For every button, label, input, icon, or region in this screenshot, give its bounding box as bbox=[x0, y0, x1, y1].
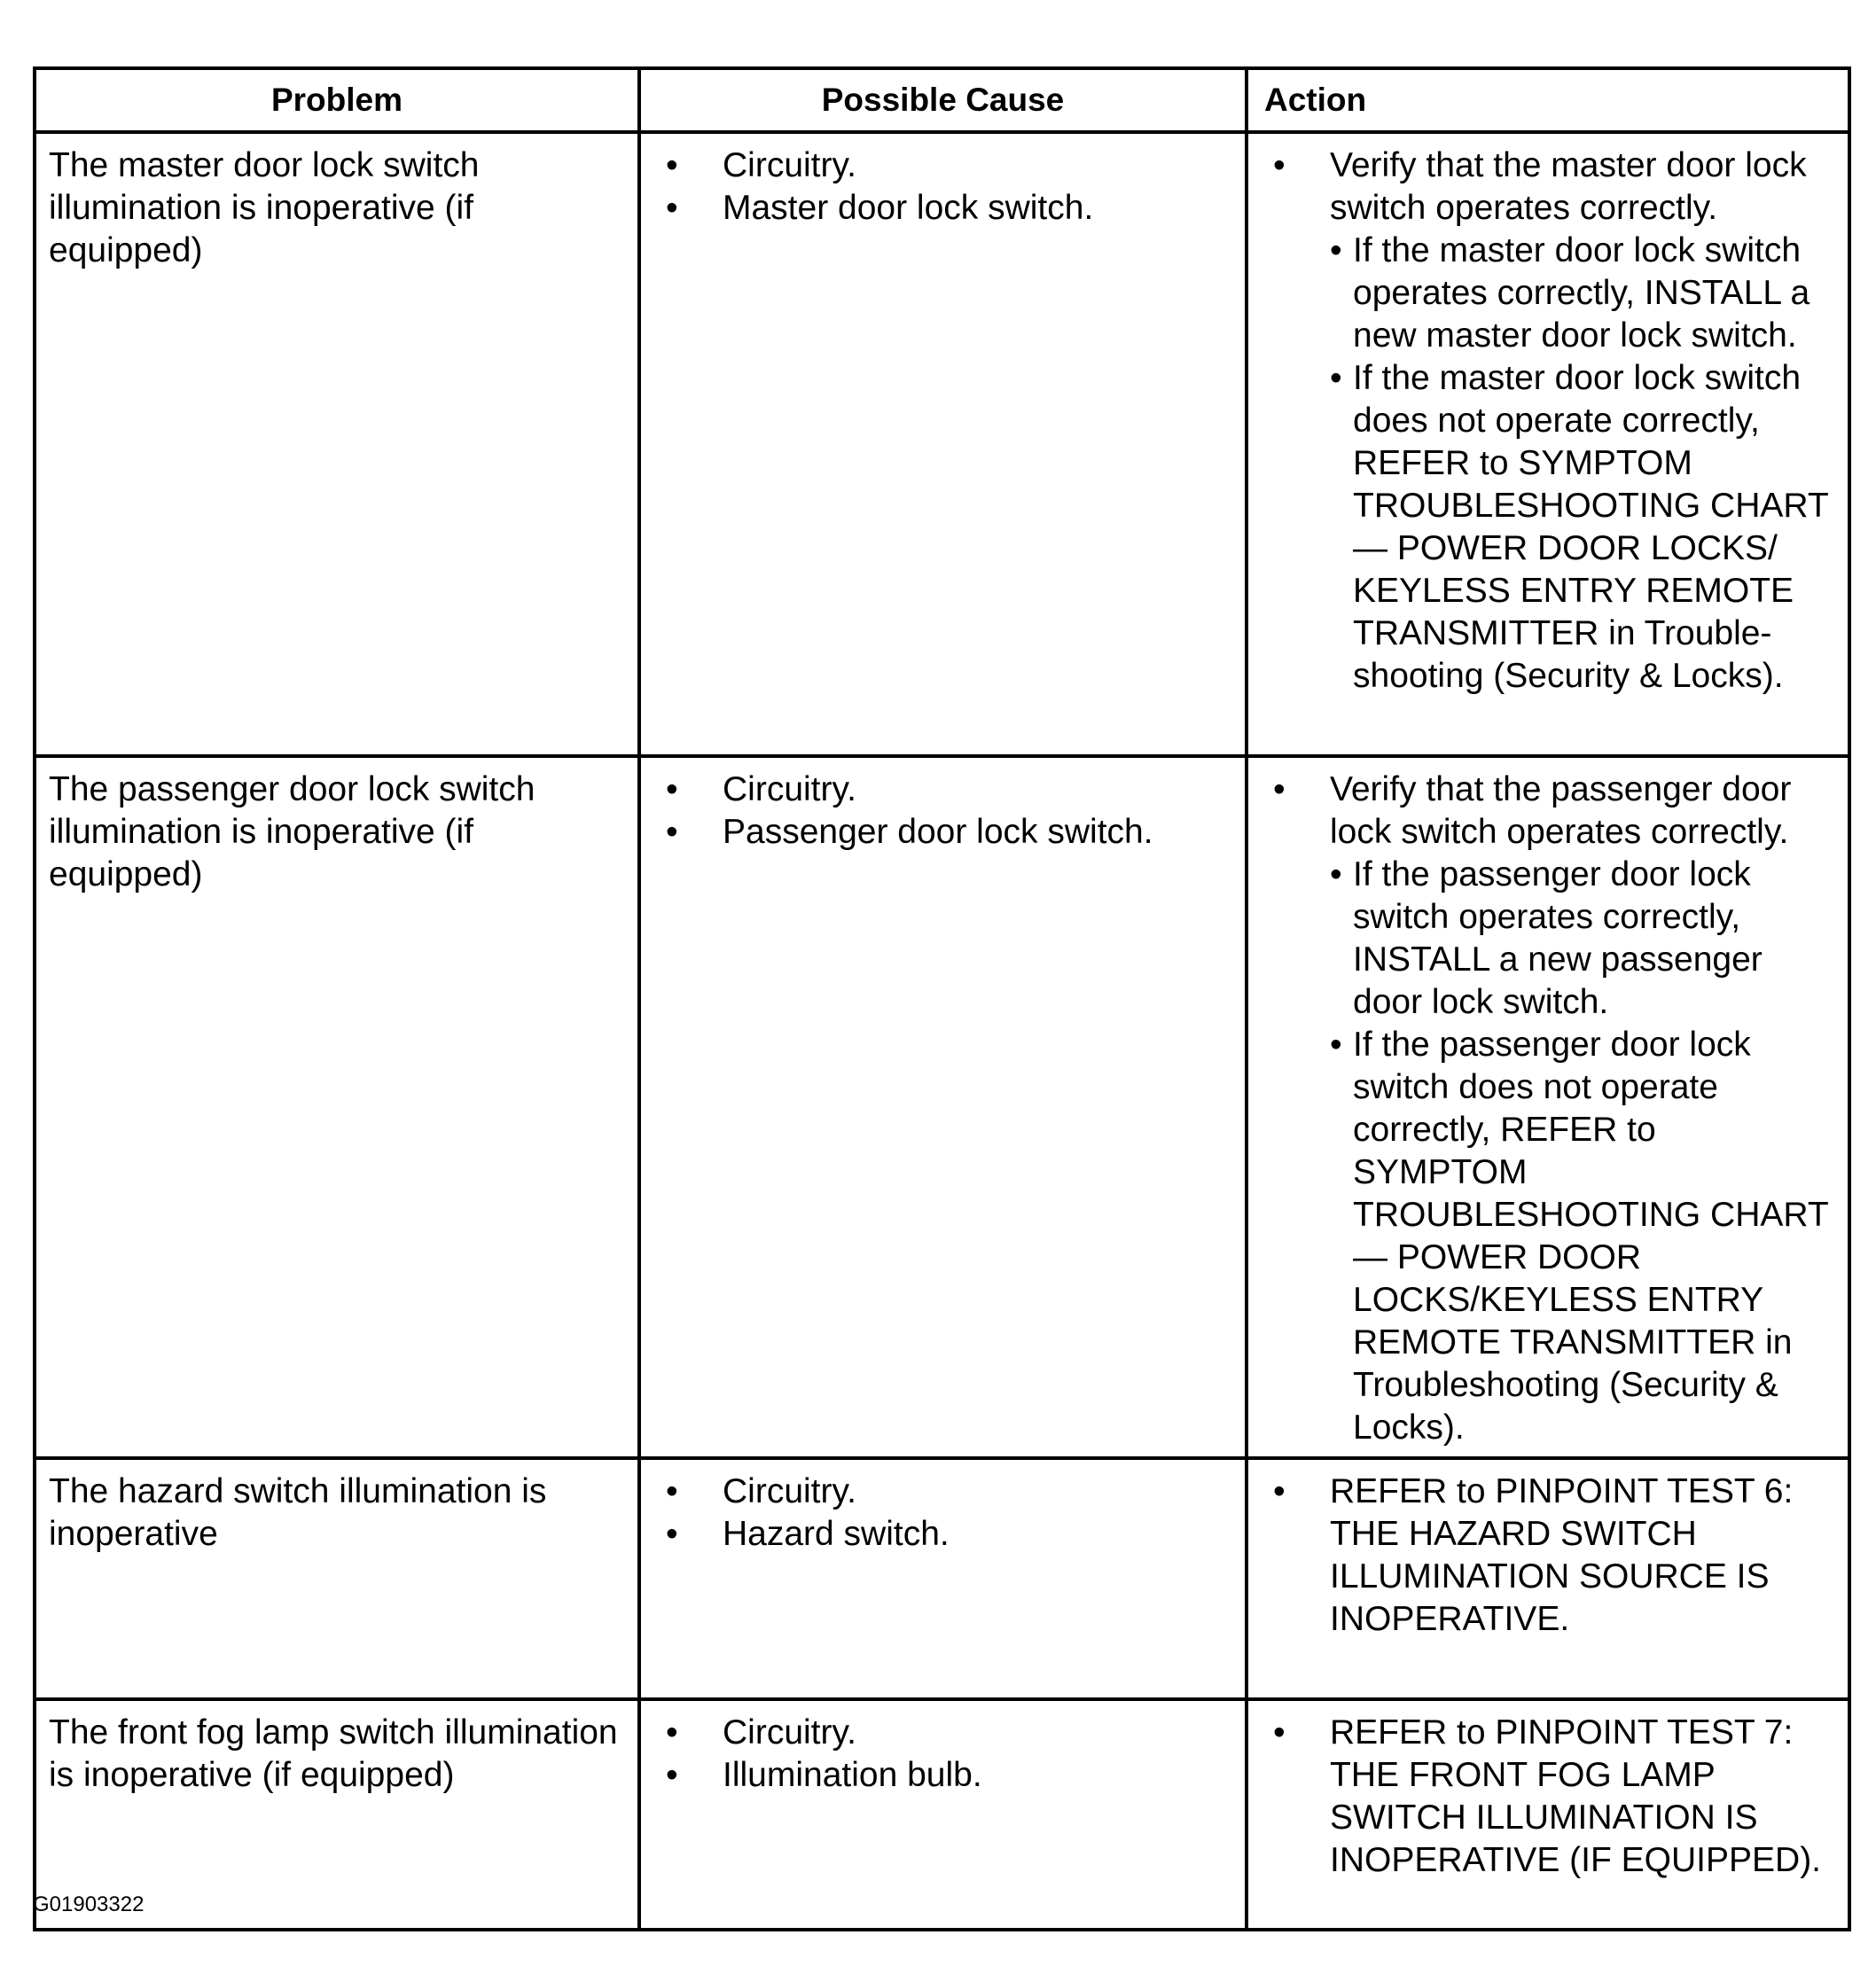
problem-cell: The passenger door lock switch illumination is inoperative (if equipped) bbox=[35, 756, 639, 1458]
bullet-icon: • bbox=[666, 1515, 678, 1553]
cause-text: Passenger door lock switch. bbox=[723, 813, 1153, 851]
bullet-icon: • bbox=[1273, 1472, 1286, 1510]
action-text: REFER to PINPOINT TEST 7: THE FRONT FOG LAMP SWITCH ILLUMINATION IS INOPERATIVE (IF EQUIPPED). bbox=[1330, 1713, 1822, 1879]
action-cell bbox=[1247, 1699, 1849, 1930]
list-item bbox=[1261, 144, 1835, 698]
cause-cell bbox=[639, 756, 1247, 1458]
sub-list-item bbox=[1330, 357, 1835, 698]
bullet-icon: • bbox=[666, 813, 678, 851]
list-item bbox=[1261, 769, 1835, 1449]
header-possible-cause: Possible Cause bbox=[639, 68, 1247, 132]
list-item bbox=[653, 811, 1232, 854]
bullet-icon: • bbox=[1330, 855, 1342, 893]
sub-list-item bbox=[1330, 1024, 1835, 1449]
bullet-icon: • bbox=[666, 189, 678, 227]
action-cell bbox=[1247, 1458, 1849, 1699]
list-item bbox=[653, 1471, 1232, 1513]
bullet-icon: • bbox=[1273, 770, 1286, 808]
action-cell bbox=[1247, 132, 1849, 756]
header-action: Action bbox=[1247, 68, 1849, 132]
action-sub-text: If the passenger door lock switch does not operate correctly, REFER to SYMPTOM TROUBLESHOOTING CHART — POWER DOOR LOCKS/KEYLESS ENTRY REMOTE TRANSMITTER in Troubleshooting (Security & Locks). bbox=[1353, 1026, 1828, 1447]
list-item bbox=[1261, 1471, 1835, 1641]
action-text: Verify that the passenger door lock switch operates correctly. bbox=[1330, 770, 1792, 851]
action-cell bbox=[1247, 756, 1849, 1458]
table-row bbox=[35, 1458, 1849, 1699]
bullet-icon: • bbox=[666, 1472, 678, 1510]
bullet-icon: • bbox=[1273, 146, 1286, 184]
cause-text: Illumination bulb. bbox=[723, 1756, 982, 1794]
bullet-icon: • bbox=[1273, 1713, 1286, 1752]
bullet-icon: • bbox=[1330, 1026, 1342, 1064]
bullet-icon: • bbox=[1330, 231, 1342, 269]
table-row bbox=[35, 132, 1849, 756]
action-sub-text: If the master door lock switch does not operate correctly, REFER to SYMPTOM TROUBLESHOOTING CHART — POWER DOOR LOCKS/ KEYLESS ENTRY REMOTE TRANSMITTER in Trouble-shooting (Security & Locks). bbox=[1353, 359, 1828, 695]
list-item bbox=[653, 144, 1232, 187]
list-item bbox=[653, 1754, 1232, 1797]
bullet-icon: • bbox=[666, 1713, 678, 1752]
sub-list-item bbox=[1330, 230, 1835, 357]
list-item bbox=[653, 187, 1232, 230]
symptom-chart-table bbox=[33, 66, 1851, 1931]
cause-cell bbox=[639, 1699, 1247, 1930]
bullet-icon: • bbox=[666, 770, 678, 808]
action-sub-text: If the master door lock switch operates correctly, INSTALL a new master door lock switch. bbox=[1353, 231, 1810, 355]
bullet-icon: • bbox=[1330, 359, 1342, 397]
list-item bbox=[653, 769, 1232, 811]
list-item bbox=[653, 1712, 1232, 1754]
cause-cell bbox=[639, 132, 1247, 756]
cause-cell bbox=[639, 1458, 1247, 1699]
header-problem: Problem bbox=[35, 68, 639, 132]
action-text: REFER to PINPOINT TEST 6: THE HAZARD SWITCH ILLUMINATION SOURCE IS INOPERATIVE. bbox=[1330, 1472, 1794, 1638]
sub-list-item bbox=[1330, 854, 1835, 1024]
cause-text: Circuitry. bbox=[723, 770, 856, 808]
cause-text: Circuitry. bbox=[723, 1713, 856, 1752]
problem-cell: The hazard switch illumination is inoperative bbox=[35, 1458, 639, 1699]
figure-id: G01903322 bbox=[33, 1892, 145, 1916]
action-sub-text: If the passenger door lock switch operates correctly, INSTALL a new passenger door lock switch. bbox=[1353, 855, 1763, 1021]
cause-text: Circuitry. bbox=[723, 1472, 856, 1510]
list-item bbox=[1261, 1712, 1835, 1882]
bullet-icon: • bbox=[666, 1756, 678, 1794]
header-row bbox=[35, 68, 1849, 132]
cause-text: Circuitry. bbox=[723, 146, 856, 184]
bullet-icon: • bbox=[666, 146, 678, 184]
table-row bbox=[35, 756, 1849, 1458]
action-text: Verify that the master door lock switch operates correctly. bbox=[1330, 146, 1807, 227]
problem-cell: The master door lock switch illumination is inoperative (if equipped) bbox=[35, 132, 639, 756]
table-row bbox=[35, 1699, 1849, 1930]
cause-text: Hazard switch. bbox=[723, 1515, 950, 1553]
cause-text: Master door lock switch. bbox=[723, 189, 1094, 227]
list-item bbox=[653, 1513, 1232, 1556]
problem-cell: The front fog lamp switch illumination is inoperative (if equipped) bbox=[35, 1699, 639, 1930]
